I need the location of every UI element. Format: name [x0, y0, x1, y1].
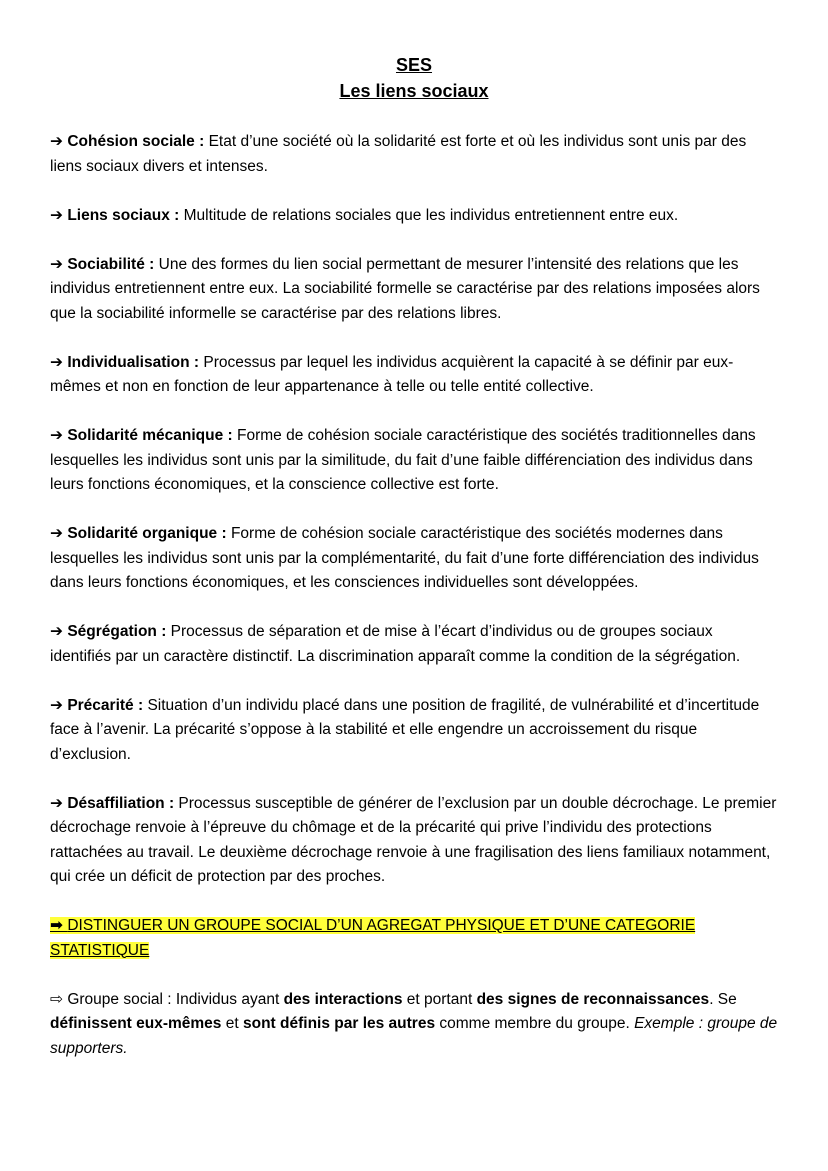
hollow-arrow-icon: ⇨ — [50, 990, 63, 1008]
arrow-icon: ➔ — [50, 794, 63, 812]
definition-term: Sociabilité : — [67, 255, 155, 273]
section-heading-text: DISTINGUER UN GROUPE SOCIAL D’UN AGREGAT PHYSIQUE ET D’UNE CATEGORIE STATISTIQUE — [50, 917, 696, 959]
definition-term: Cohésion sociale : — [67, 133, 205, 150]
section-heading — [50, 914, 778, 963]
definition-term: Individualisation : — [67, 353, 200, 371]
arrow-icon: ➔ — [50, 255, 63, 273]
definition-text: Processus de séparation et de mise à l’écart d’individus ou de groupes sociaux identifiés par un caractère distinctif. La discrimination apparaît comme la condition de la ségrégation. — [50, 623, 741, 665]
group-definition — [50, 988, 778, 1062]
highlighted-heading — [50, 917, 695, 959]
definition-entry — [50, 620, 778, 669]
arrow-icon: ➔ — [50, 133, 63, 150]
group-text-3: . Se — [709, 990, 737, 1008]
arrow-icon: ➔ — [50, 623, 63, 640]
group-lead: Groupe social : Individus ayant — [67, 990, 284, 1008]
group-text-2: et portant — [402, 990, 477, 1008]
definition-entry — [50, 130, 778, 179]
arrow-icon: ➔ — [50, 525, 63, 542]
definition-entry — [50, 204, 778, 229]
definition-term: Ségrégation : — [67, 623, 167, 640]
definition-text: Forme de cohésion sociale caractéristique des sociétés traditionnelles dans lesquelles les individus sont unis par la similitude, du fait d’une faible différenciation des individus dans leurs fonctions économiques, et la conscience collective est forte. — [50, 427, 756, 493]
subject-title: SES — [395, 55, 433, 75]
definition-entry — [50, 694, 778, 768]
group-bold-2: des signes de reconnaissances — [476, 990, 710, 1008]
arrow-icon: ➔ — [50, 206, 63, 224]
group-example: Exemple : groupe de supporters. — [50, 1015, 778, 1057]
definition-text: Une des formes du lien social permettant de mesurer l’intensité des relations que les individus entretiennent entre eux. La sociabilité formelle se caractérise par des relations imposées alors que la sociabilité informelle se caractérise par des relations libres. — [50, 255, 760, 322]
definition-term: Précarité : — [67, 696, 144, 714]
arrow-icon: ➔ — [50, 353, 63, 371]
group-text-4: et — [221, 1015, 243, 1032]
arrow-icon: ➔ — [50, 696, 63, 714]
page-title: Les liens sociaux — [339, 81, 489, 101]
document-page — [50, 52, 778, 1086]
definition-entry — [50, 792, 778, 890]
definition-text: Forme de cohésion sociale caractéristique des sociétés modernes dans lesquelles les individus sont unis par la complémentarité, du fait d’une forte différenciation des individus dans leurs fonctions économiques, et les consciences individuelles sont développées. — [50, 525, 759, 591]
definition-entry — [50, 351, 778, 400]
definition-term: Liens sociaux : — [67, 206, 180, 224]
arrow-icon: ➔ — [50, 427, 63, 444]
group-bold-1: des interactions — [283, 990, 403, 1008]
definition-text: Multitude de relations sociales que les individus entretiennent entre eux. — [183, 206, 679, 224]
definition-term: Solidarité mécanique : — [67, 427, 233, 444]
definition-text: Processus par lequel les individus acquièrent la capacité à se définir par eux-mêmes et non en fonction de leur appartenance à telle ou telle entité collective. — [50, 353, 734, 395]
definition-term: Désaffiliation : — [67, 794, 175, 812]
group-bold-3: définissent eux-mêmes — [50, 1015, 222, 1032]
definition-term: Solidarité organique : — [67, 525, 227, 542]
right-arrow-icon: ➡ — [50, 917, 63, 934]
definition-text: Etat d’une société où la solidarité est forte et où les individus sont unis par des liens sociaux divers et intenses. — [50, 133, 747, 175]
definition-entry — [50, 253, 778, 327]
group-text-5: comme membre du groupe. — [435, 1015, 635, 1032]
definition-entry — [50, 424, 778, 498]
definition-text: Situation d’un individu placé dans une position de fragilité, de vulnérabilité et d’incertitude face à l’avenir. La précarité s’oppose à la stabilité et elle engendre un accroissement du risque d’exclusion. — [50, 696, 760, 763]
group-bold-4: sont définis par les autres — [242, 1015, 436, 1032]
definition-text: Processus susceptible de générer de l’exclusion par un double décrochage. Le premier décrochage renvoie à l’épreuve du chômage et de la précarité qui prive l’individu des protections rattachées au travail. Le deuxième décrochage renvoie à une fragilisation des liens familiaux notamment, qui crée un déficit de protection par des proches. — [50, 794, 777, 885]
definition-entry — [50, 522, 778, 596]
